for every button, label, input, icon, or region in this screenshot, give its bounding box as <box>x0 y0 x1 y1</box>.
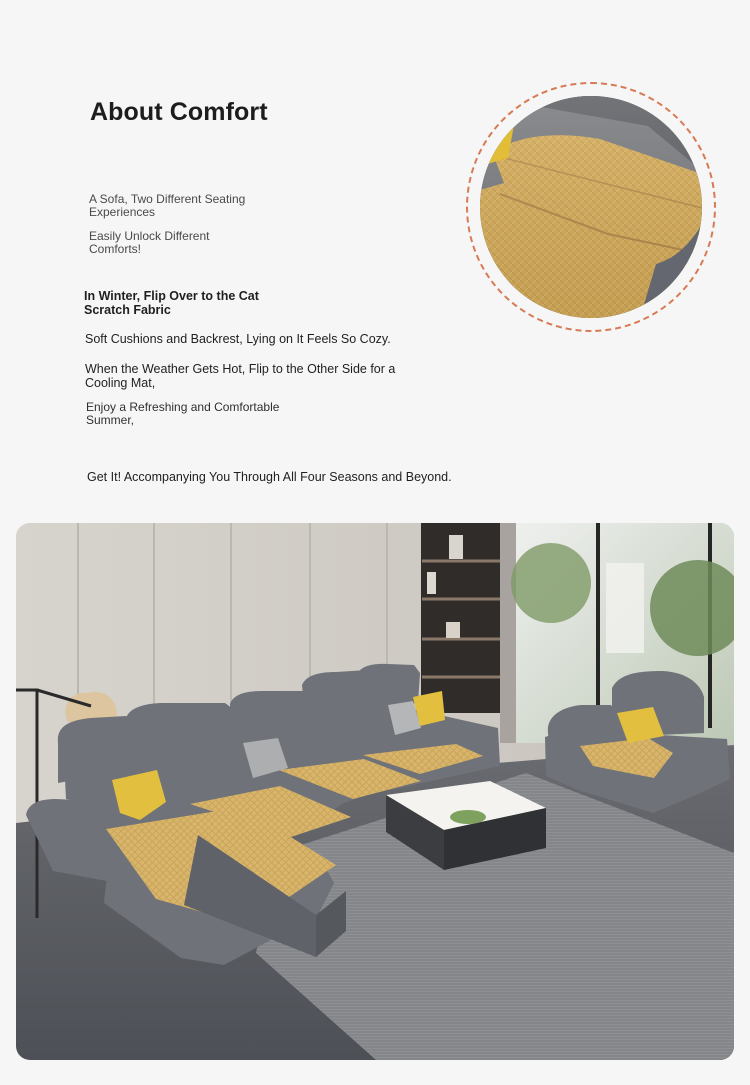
feature-summer: When the Weather Gets Hot, Flip to the Other Side for a Cooling Mat, <box>85 362 396 390</box>
feature-winter: In Winter, Flip Over to the Cat Scratch Fabric <box>84 289 259 317</box>
intro-line-2: Easily Unlock Different Comforts! <box>89 229 210 256</box>
living-room-sofa-photo <box>16 523 734 1060</box>
closeup-circle-frame <box>466 82 716 332</box>
closing-line: Get It! Accompanying You Through All Four Seasons and Beyond. <box>87 470 452 484</box>
feature-refreshing: Enjoy a Refreshing and Comfortable Summer, <box>86 400 280 427</box>
feature-cozy: Soft Cushions and Backrest, Lying on It Feels So Cozy. <box>85 332 391 346</box>
page-title: About Comfort <box>90 98 268 126</box>
intro-line-1: A Sofa, Two Different Seating Experiences <box>89 192 246 219</box>
closeup-cooling-mat-photo <box>480 96 702 318</box>
